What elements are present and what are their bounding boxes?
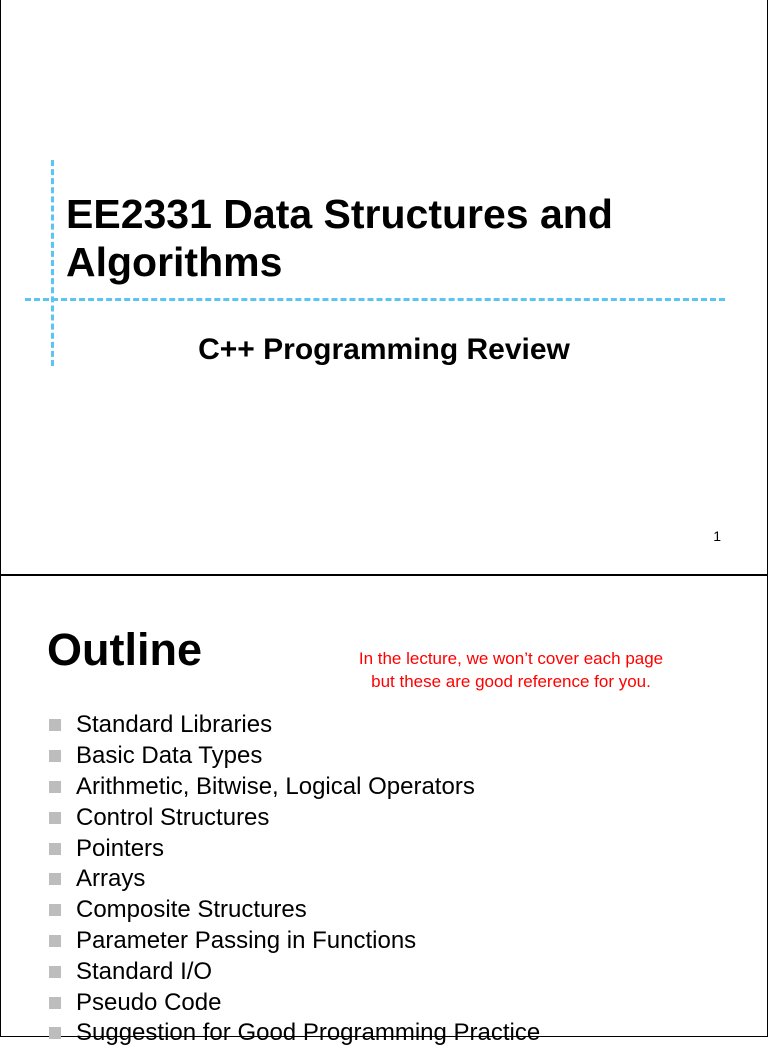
note-line-2: but these are good reference for you. bbox=[371, 672, 651, 691]
note-line-1: In the lecture, we won’t cover each page bbox=[358, 649, 664, 668]
outline-item-label: Suggestion for Good Programming Practice bbox=[76, 1019, 541, 1047]
outline-item bbox=[49, 772, 540, 803]
outline-item-label: Pointers bbox=[76, 834, 165, 862]
square-bullet-icon bbox=[49, 750, 61, 762]
slide-title-heading bbox=[66, 190, 746, 286]
outline-item-label: Arithmetic, Bitwise, Logical Operators bbox=[76, 772, 475, 800]
decorative-dashed-horizontal-line bbox=[25, 298, 725, 301]
outline-item bbox=[49, 741, 540, 772]
outline-item bbox=[49, 833, 540, 864]
square-bullet-icon bbox=[49, 843, 61, 855]
square-bullet-icon bbox=[49, 935, 61, 947]
square-bullet-icon bbox=[49, 719, 61, 731]
outline-item bbox=[49, 956, 540, 987]
square-bullet-icon bbox=[49, 997, 61, 1009]
outline-item bbox=[49, 895, 540, 926]
outline-item-label: Pseudo Code bbox=[76, 988, 222, 1016]
outline-item bbox=[49, 926, 540, 957]
title-line-1: EE2331 Data Structures and bbox=[66, 191, 613, 237]
outline-heading: Outline bbox=[47, 624, 202, 675]
square-bullet-icon bbox=[49, 1027, 61, 1039]
outline-item-label: Basic Data Types bbox=[76, 742, 263, 770]
slide-subtitle: C++ Programming Review bbox=[198, 333, 570, 366]
square-bullet-icon bbox=[49, 904, 61, 916]
outline-item-label: Standard Libraries bbox=[76, 711, 273, 739]
outline-item bbox=[49, 710, 540, 741]
outline-item bbox=[49, 987, 540, 1018]
slide-page-number: 1 bbox=[713, 528, 721, 544]
square-bullet-icon bbox=[49, 781, 61, 793]
lecture-note bbox=[311, 647, 711, 693]
square-bullet-icon bbox=[49, 966, 61, 978]
square-bullet-icon bbox=[49, 812, 61, 824]
square-bullet-icon bbox=[49, 873, 61, 885]
outline-item-label: Arrays bbox=[76, 865, 146, 893]
outline-item bbox=[49, 1018, 540, 1049]
outline-item-label: Parameter Passing in Functions bbox=[76, 926, 417, 954]
outline-item-label: Standard I/O bbox=[76, 957, 213, 985]
slide-outline bbox=[0, 575, 768, 1047]
title-line-2: Algorithms bbox=[66, 239, 283, 285]
outline-list bbox=[49, 710, 540, 1049]
outline-item bbox=[49, 864, 540, 895]
outline-item-label: Composite Structures bbox=[76, 896, 307, 924]
outline-item bbox=[49, 802, 540, 833]
outline-item-label: Control Structures bbox=[76, 803, 270, 831]
